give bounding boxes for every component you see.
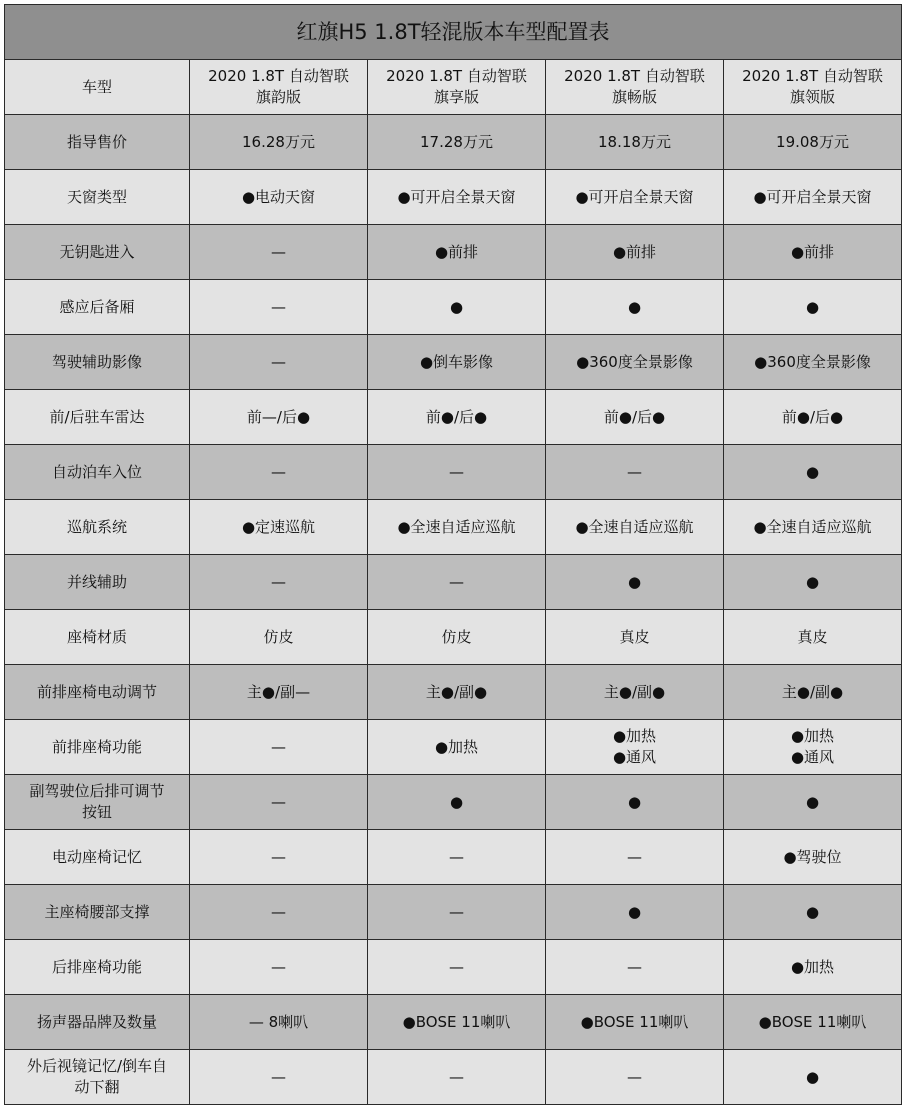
- config-table: [4, 4, 902, 1105]
- trim-value-cell: 主●/副●: [724, 665, 902, 720]
- trim-value-cell: ●BOSE 11喇叭: [546, 995, 724, 1050]
- trim-value-cell: ●可开启全景天窗: [546, 170, 724, 225]
- trim-value-cell: ●: [724, 445, 902, 500]
- table-row: [5, 500, 902, 555]
- table-row: [5, 60, 902, 115]
- trim-value-cell: —: [190, 940, 368, 995]
- trim-value-cell: 16.28万元: [190, 115, 368, 170]
- trim-value-cell: ●加热: [368, 720, 546, 775]
- trim-value-cell: ●: [368, 775, 546, 830]
- trim-value-cell: ●可开启全景天窗: [724, 170, 902, 225]
- trim-value-cell: —: [190, 225, 368, 280]
- trim-value-cell: 2020 1.8T 自动智联 旗畅版: [546, 60, 724, 115]
- trim-value-cell: ●360度全景影像: [724, 335, 902, 390]
- table-row: [5, 885, 902, 940]
- trim-value-cell: ●前排: [724, 225, 902, 280]
- trim-value-cell: ●BOSE 11喇叭: [724, 995, 902, 1050]
- feature-label: 前/后驻车雷达: [5, 390, 190, 445]
- feature-label: 驾驶辅助影像: [5, 335, 190, 390]
- table-row: [5, 280, 902, 335]
- trim-value-cell: —: [190, 280, 368, 335]
- table-title: 红旗H5 1.8T轻混版本车型配置表: [5, 5, 902, 60]
- table-row: [5, 115, 902, 170]
- table-row: [5, 225, 902, 280]
- trim-value-cell: ●全速自适应巡航: [368, 500, 546, 555]
- trim-value-cell: 19.08万元: [724, 115, 902, 170]
- feature-label: 副驾驶位后排可调节 按钮: [5, 775, 190, 830]
- trim-value-cell: ●: [546, 555, 724, 610]
- table-row: [5, 830, 902, 885]
- trim-value-cell: —: [368, 940, 546, 995]
- feature-label: 前排座椅电动调节: [5, 665, 190, 720]
- trim-value-cell: —: [546, 445, 724, 500]
- feature-label: 天窗类型: [5, 170, 190, 225]
- feature-label: 外后视镜记忆/倒车自 动下翻: [5, 1050, 190, 1105]
- trim-value-cell: ●BOSE 11喇叭: [368, 995, 546, 1050]
- trim-value-cell: 真皮: [724, 610, 902, 665]
- feature-label: 指导售价: [5, 115, 190, 170]
- trim-value-cell: —: [190, 720, 368, 775]
- feature-label: 无钥匙进入: [5, 225, 190, 280]
- trim-value-cell: — 8喇叭: [190, 995, 368, 1050]
- trim-value-cell: 主●/副●: [546, 665, 724, 720]
- feature-label: 前排座椅功能: [5, 720, 190, 775]
- table-row: [5, 995, 902, 1050]
- table-row: [5, 335, 902, 390]
- trim-value-cell: —: [190, 555, 368, 610]
- feature-label: 扬声器品牌及数量: [5, 995, 190, 1050]
- trim-value-cell: ●: [724, 555, 902, 610]
- table-row: [5, 390, 902, 445]
- trim-value-cell: 仿皮: [190, 610, 368, 665]
- trim-value-cell: 主●/副—: [190, 665, 368, 720]
- trim-value-cell: —: [190, 445, 368, 500]
- trim-value-cell: ●加热 ●通风: [546, 720, 724, 775]
- trim-value-cell: ●全速自适应巡航: [546, 500, 724, 555]
- trim-value-cell: ●驾驶位: [724, 830, 902, 885]
- trim-value-cell: 18.18万元: [546, 115, 724, 170]
- trim-value-cell: ●: [546, 775, 724, 830]
- trim-value-cell: ●: [724, 1050, 902, 1105]
- trim-value-cell: —: [368, 555, 546, 610]
- feature-label: 座椅材质: [5, 610, 190, 665]
- trim-value-cell: ●加热: [724, 940, 902, 995]
- trim-value-cell: —: [190, 885, 368, 940]
- trim-value-cell: ●: [724, 885, 902, 940]
- feature-label: 后排座椅功能: [5, 940, 190, 995]
- table-row: [5, 555, 902, 610]
- trim-value-cell: —: [546, 940, 724, 995]
- trim-value-cell: —: [190, 830, 368, 885]
- trim-value-cell: —: [546, 1050, 724, 1105]
- trim-value-cell: ●加热 ●通风: [724, 720, 902, 775]
- title-row: [5, 5, 902, 60]
- feature-label: 自动泊车入位: [5, 445, 190, 500]
- trim-value-cell: ●定速巡航: [190, 500, 368, 555]
- trim-value-cell: 2020 1.8T 自动智联 旗韵版: [190, 60, 368, 115]
- table-row: [5, 940, 902, 995]
- table-row: [5, 170, 902, 225]
- table-row: [5, 445, 902, 500]
- table-row: [5, 1050, 902, 1105]
- trim-value-cell: —: [190, 1050, 368, 1105]
- trim-value-cell: ●前排: [546, 225, 724, 280]
- trim-value-cell: —: [368, 445, 546, 500]
- feature-label: 电动座椅记忆: [5, 830, 190, 885]
- trim-value-cell: —: [546, 830, 724, 885]
- trim-value-cell: ●: [546, 280, 724, 335]
- trim-value-cell: ●可开启全景天窗: [368, 170, 546, 225]
- feature-label: 感应后备厢: [5, 280, 190, 335]
- feature-label: 巡航系统: [5, 500, 190, 555]
- trim-value-cell: 17.28万元: [368, 115, 546, 170]
- feature-label: 车型: [5, 60, 190, 115]
- trim-value-cell: ●电动天窗: [190, 170, 368, 225]
- trim-value-cell: ●: [724, 280, 902, 335]
- config-table-wrapper: [4, 4, 901, 1105]
- trim-value-cell: 仿皮: [368, 610, 546, 665]
- feature-label: 主座椅腰部支撑: [5, 885, 190, 940]
- trim-value-cell: 2020 1.8T 自动智联 旗领版: [724, 60, 902, 115]
- trim-value-cell: ●: [546, 885, 724, 940]
- feature-label: 并线辅助: [5, 555, 190, 610]
- table-row: [5, 665, 902, 720]
- trim-value-cell: ●全速自适应巡航: [724, 500, 902, 555]
- trim-value-cell: ●前排: [368, 225, 546, 280]
- trim-value-cell: 前●/后●: [724, 390, 902, 445]
- trim-value-cell: 主●/副●: [368, 665, 546, 720]
- table-row: [5, 775, 902, 830]
- trim-value-cell: —: [368, 1050, 546, 1105]
- trim-value-cell: 前—/后●: [190, 390, 368, 445]
- trim-value-cell: ●倒车影像: [368, 335, 546, 390]
- trim-value-cell: ●360度全景影像: [546, 335, 724, 390]
- table-row: [5, 720, 902, 775]
- trim-value-cell: 真皮: [546, 610, 724, 665]
- trim-value-cell: ●: [368, 280, 546, 335]
- trim-value-cell: 2020 1.8T 自动智联 旗享版: [368, 60, 546, 115]
- table-row: [5, 610, 902, 665]
- trim-value-cell: 前●/后●: [368, 390, 546, 445]
- trim-value-cell: —: [190, 335, 368, 390]
- trim-value-cell: ●: [724, 775, 902, 830]
- trim-value-cell: —: [368, 830, 546, 885]
- trim-value-cell: 前●/后●: [546, 390, 724, 445]
- trim-value-cell: —: [368, 885, 546, 940]
- trim-value-cell: —: [190, 775, 368, 830]
